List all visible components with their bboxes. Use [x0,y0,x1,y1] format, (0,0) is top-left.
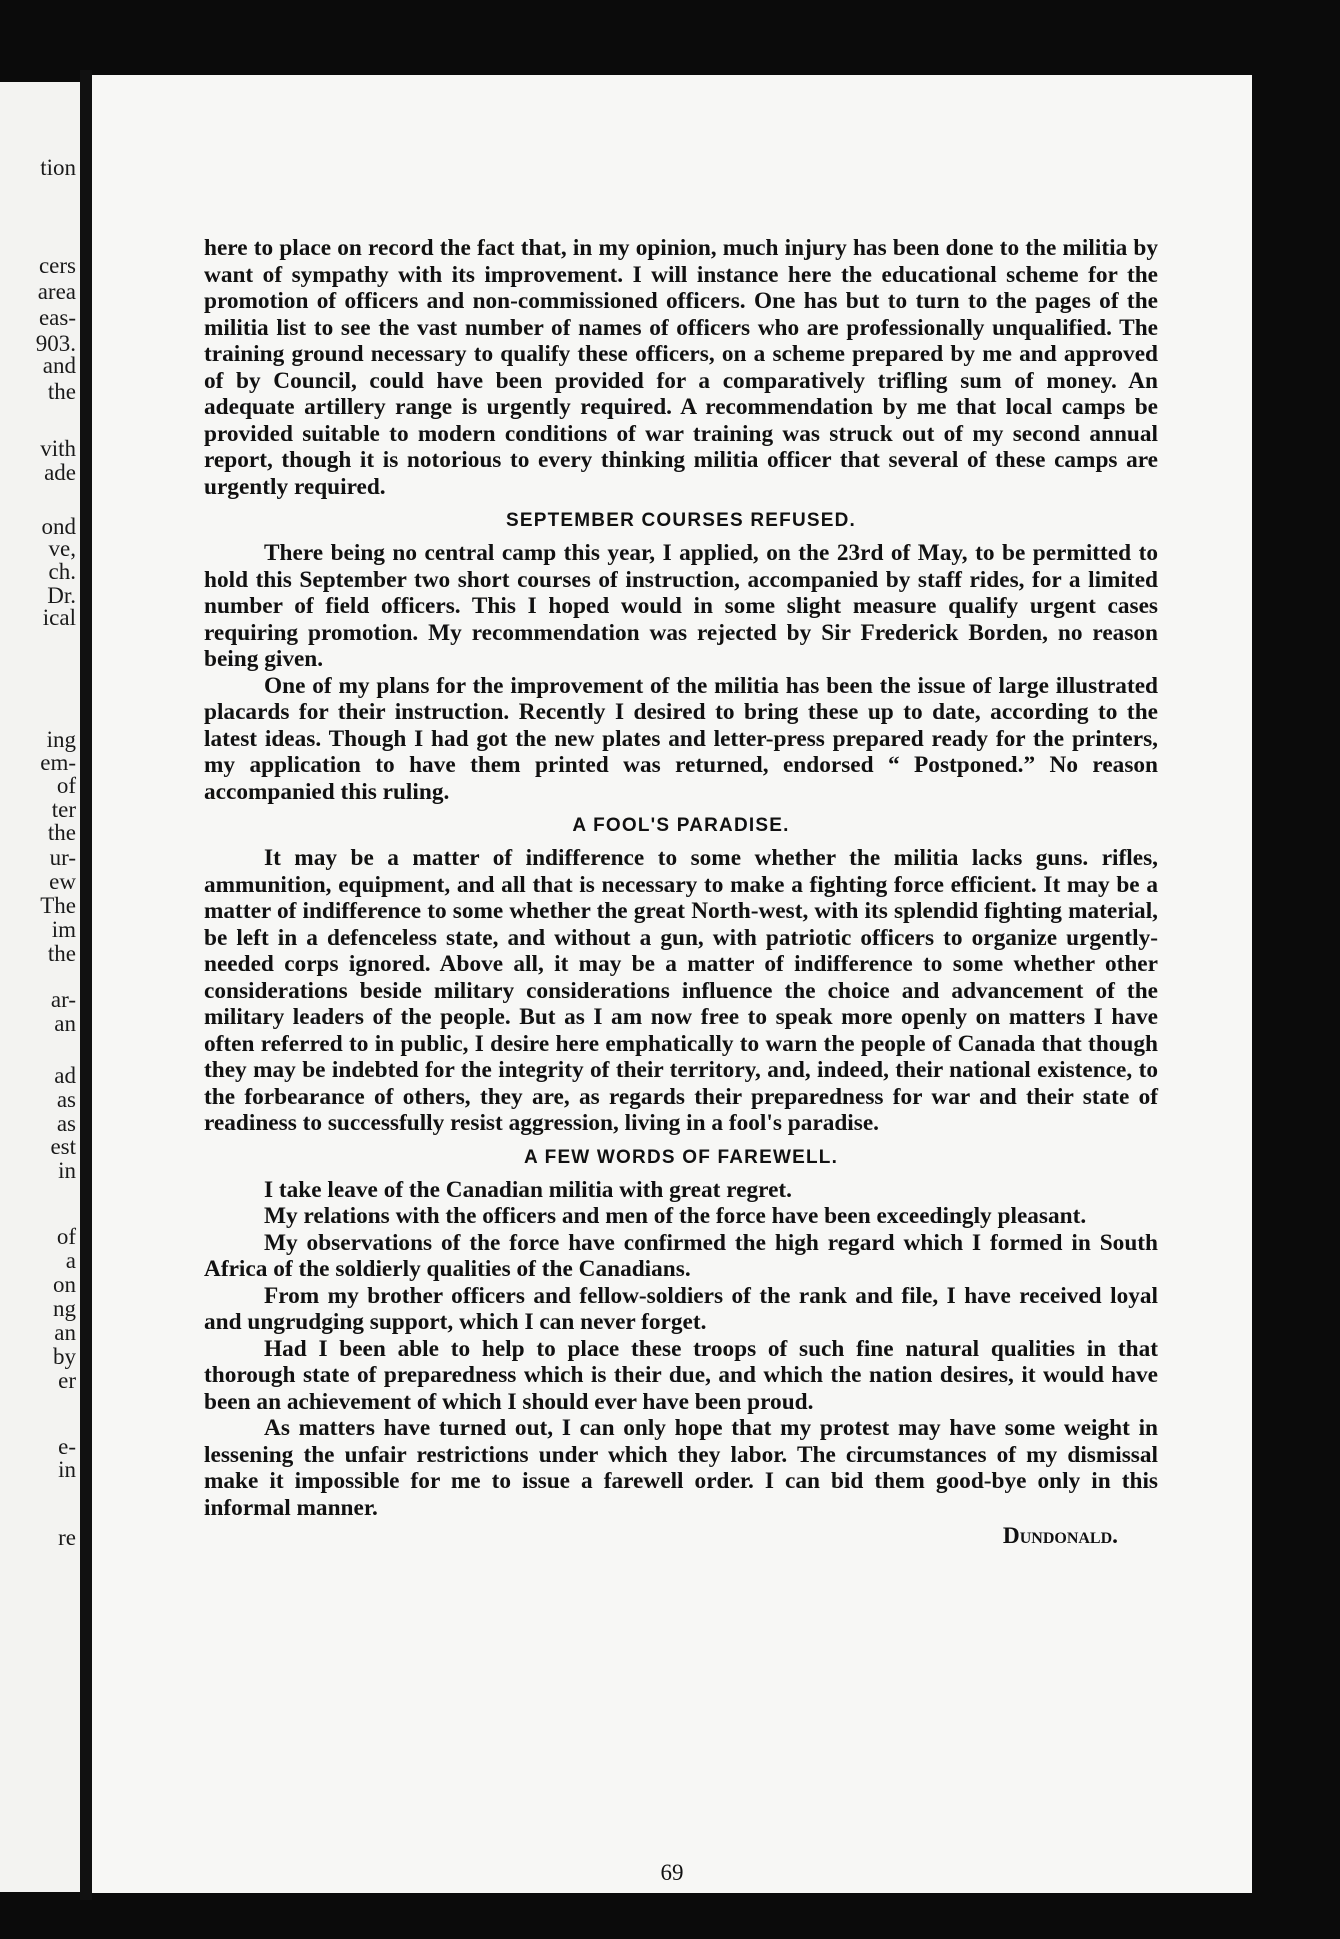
section1-paragraph-2: One of my plans for the improvement of the militia has been the issue of large illustrated placards for their instruction. Recently I desired to bring these up to date, according to the latest ideas. Though I had got the new plates and letter-press prepared ready for the printers, my application to have them printed was returned, endorsed “ Postponed.” No reason accompanied this ruling. [204,672,1158,805]
heading-september-courses: SEPTEMBER COURSES REFUSED. [505,510,857,531]
previous-page-text-fragment: im [51,917,76,942]
previous-page-text-fragment: vith [40,436,76,461]
previous-page-text-fragment: of [56,1224,76,1249]
previous-page-text-fragment: the [47,379,76,404]
section3-paragraph-3: My observations of the force have confirmed the high regard which I formed in South Africa of the soldierly qualities of the Canadians. [204,1229,1158,1282]
previous-page-text-fragment: as [56,1087,76,1112]
previous-page-text-fragment: 903. [35,331,76,356]
previous-page-text-fragment: in [58,1457,76,1482]
previous-page-text-fragment: on [53,1272,76,1297]
previous-page-text-fragment: ur- [49,845,76,870]
previous-page-text-fragment: ng [53,1296,76,1321]
section2-paragraph-1: It may be a matter of indifference to some whether the militia lacks guns. rifles, ammunition, equipment, and all that is necessary to make a fighting force efficient. It may be a matter of indifference to some whether the great North-west, with its splendid fighting material, be left in a defenceless state, and without a gun, with patriotic officers to organize urgently-needed corps ignored. Above all, it may be a matter of indifference to some whether other considerations beside military considerations influence the choice and advancement of the military leaders of the people. But as I am now free to speak more openly on matters I have often referred to in public, I desire here emphatically to warn the people of Canada that though they may be indebted for the integrity of their territory, and, indeed, their national existence, to the forbearance of others, they are, as regards their preparedness for war and their state of readiness to successfully resist aggression, living in a fool's paradise. [204,845,1158,1136]
intro-paragraph: here to place on record the fact that, in my opinion, much injury has been done to the militia by want of sympathy with its improvement. I will instance here the educational scheme for the promotion of officers and non-commissioned officers. One has but to turn to the pages of the militia list to see the vast number of names of officers who are professionally unqualified. The training ground necessary to qualify these officers, on a scheme prepared by me and approved of by Council, could have been provided for a comparatively trifling sum of money. An adequate artillery range is urgently required. A recommendation by me that local camps be provided suitable to modern conditions of war training was struck out of my second annual report, though it is notorious to every thinking militia officer that several of these camps are urgently required. [204,235,1158,500]
previous-page-text-fragment: eas- [38,305,76,330]
section3-paragraph-2: My relations with the officers and men of the force have been exceedingly pleasant. [264,1203,1087,1229]
previous-page-text-fragment: ad [54,1063,76,1088]
previous-page-text-fragment: the [47,941,76,966]
previous-page-text-fragment: the [47,820,76,845]
section3-paragraph-1: I take leave of the Canadian militia with great regret. [264,1176,792,1203]
previous-page-text-fragment: ade [44,460,76,485]
book-gutter [80,70,92,1900]
heading-farewell: A FEW WORDS OF FAREWELL. [523,1146,839,1168]
previous-page-text-fragment: er [58,1368,76,1393]
previous-page-text-fragment: ve, [48,536,76,561]
previous-page-text-fragment: of [56,773,76,798]
document-page [92,75,1252,1893]
previous-page-text-fragment: and [42,353,76,378]
previous-page-text-fragment: a [65,1248,76,1273]
previous-page-text-fragment: ter [51,797,76,822]
previous-page-text-fragment: area [37,279,76,304]
heading-fools-paradise: A FOOL'S PARADISE. [572,815,790,836]
page-number: 69 [660,1860,684,1885]
previous-page-edge [0,82,80,1892]
previous-page-text-fragment: Dr. [47,583,76,608]
signature: Dundonald. [1002,1523,1118,1549]
previous-page-text-fragment: e- [58,1434,76,1459]
previous-page-text-fragment: est [50,1134,76,1159]
previous-page-text-fragment: an [54,1320,76,1345]
previous-page-text-fragment: ing [46,727,76,752]
previous-page-text-fragment: re [58,1525,76,1550]
previous-page-text-fragment: ond [41,514,76,539]
previous-page-text-fragment: by [53,1344,76,1369]
previous-page-text-fragment: cers [38,253,76,278]
section3-paragraph-4: From my brother officers and fellow-soldiers of the rank and file, I have received loyal and ungrudging support, which I can never forget. [204,1282,1158,1335]
section3-paragraph-6: As matters have turned out, I can only hope that my protest may have some weight in lessening the unfair restrictions under which they labor. The circumstances of my dismissal make it impossible for me to issue a farewell order. I can bid them good-bye only in this informal manner. [204,1415,1158,1521]
previous-page-text-fragment: ew [49,869,76,894]
previous-page-text-fragment: em- [40,750,76,775]
previous-page-text-fragment: ch. [48,559,76,584]
section1-paragraph-1: There being no central camp this year, I applied, on the 23rd of May, to be permitted to hold this September two short courses of instruction, accompanied by staff rides, for a limited number of field officers. This I hoped would in some slight measure qualify urgent cases requiring promotion. My recommendation was rejected by Sir Frederick Borden, no reason being given. [204,540,1158,672]
previous-page-text-fragment: The [40,893,76,918]
previous-page-text-fragment: an [54,1011,76,1036]
previous-page-text-fragment: as [56,1111,76,1136]
previous-page-text-fragment: in [58,1158,76,1183]
section3-paragraph-5: Had I been able to help to place these troops of such fine natural qualities in that thorough state of preparedness which is their due, and which the nation desires, it would have been an achievement of which I should ever have been proud. [204,1335,1158,1415]
page-body [204,235,1158,1550]
previous-page-text-fragment: ar- [50,987,76,1012]
previous-page-text-fragment: tion [40,155,76,180]
previous-page-text-fragment: ical [42,605,76,630]
